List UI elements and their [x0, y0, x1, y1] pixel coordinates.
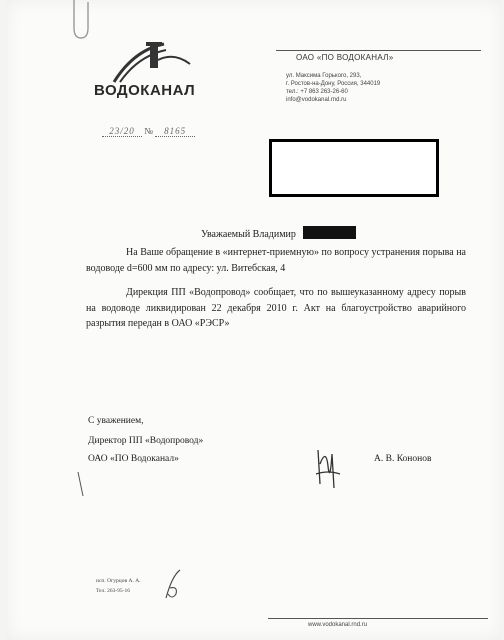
outgoing-number: 8165: [155, 126, 195, 137]
outgoing-reference: [102, 126, 195, 137]
address-line: ул. Максима Горького, 293,: [286, 73, 362, 79]
initials-mark-icon: [162, 566, 186, 602]
redacted-name-bar: [303, 226, 356, 239]
redacted-recipient-box: [269, 139, 439, 197]
logo-text: ВОДОКАНАЛ: [94, 82, 196, 99]
executor-name: исп. Огурцов А. А.: [96, 578, 141, 584]
email-line: info@vodokanal.rnd.ru: [286, 97, 347, 103]
outgoing-date: 23/20: [102, 126, 142, 137]
org-address: [286, 72, 380, 104]
executor-info: [96, 576, 141, 596]
letter-paragraph-2: Дирекция ПП «Водопровод» сообщает, что по вышеуказанному адресу порыв на водоводе ликвидирован 22 декабря 2010 г. Акт на благоустройство аварийного разрытия передан в ОАО «РЭСР»: [86, 287, 466, 329]
letter-page: [6, 0, 502, 640]
phone-line: тел.: +7 863 263-26-60: [286, 89, 348, 95]
margin-mark-icon: [76, 470, 86, 498]
paper-clip-icon: [66, 0, 96, 46]
address-line: г. Ростов-на-Дону, Россия, 344019: [286, 81, 381, 87]
executor-phone: Тел. 263-95-16: [96, 588, 130, 594]
faucet-logo-icon: [94, 42, 214, 86]
footer-website: www.vodokanal.rnd.ru: [308, 622, 368, 628]
salutation: Уважаемый Владимир: [201, 229, 296, 240]
letter-paragraph-1: На Ваше обращение в «интернет-приемную» по вопросу устранения порыва на водоводе d=600 мм по адресу: ул. Витебская, 4: [86, 247, 466, 274]
number-sign: №: [144, 126, 153, 136]
handwritten-signature-icon: [312, 444, 342, 492]
vodokanal-logo: [94, 42, 214, 104]
signer-org: ОАО «ПО Водоканал»: [88, 454, 179, 464]
org-name: ОАО «ПО ВОДОКАНАЛ»: [296, 53, 394, 62]
regards-line: С уважением,: [88, 416, 144, 426]
header-divider: [276, 50, 481, 51]
signer-position: Директор ПП «Водопровод»: [88, 436, 204, 446]
footer-divider: [268, 618, 488, 619]
signer-name: А. В. Кононов: [374, 454, 432, 464]
